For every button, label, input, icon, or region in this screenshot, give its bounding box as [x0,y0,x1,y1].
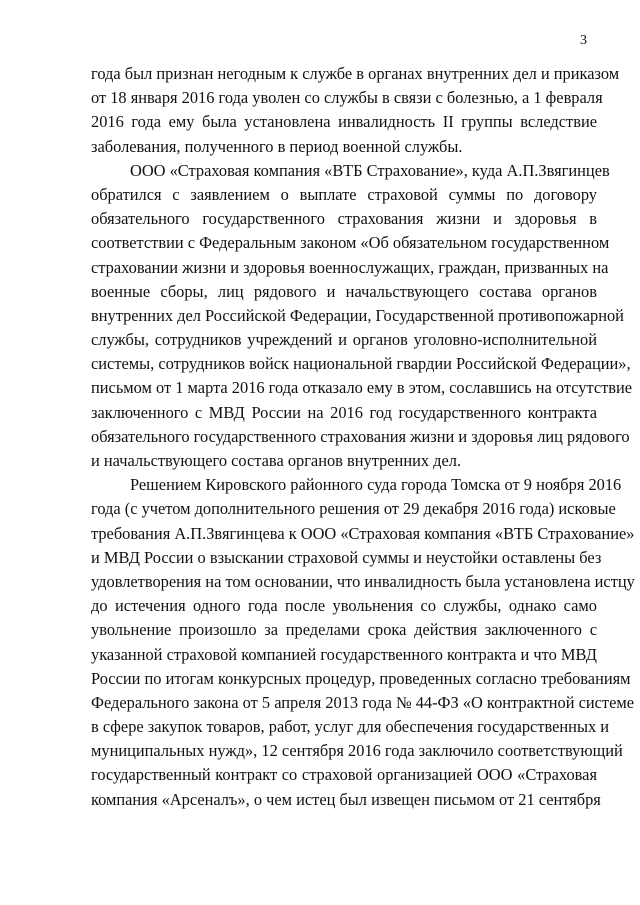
document-body [91,62,635,812]
paragraph-2 [91,159,633,473]
text-line: и начальствующего состава органов внутренних дел. [91,451,462,470]
text-line: военные сборы, лиц рядового и начальствующего состава органов [91,281,597,301]
text-line: обязательного государственного страхования жизни и здоровья в [91,209,597,229]
text-line: указанной страховой компанией государственного контракта и что МВД [91,644,597,664]
text-line: России по итогам конкурсных процедур, проведенных согласно требованиям [91,668,631,688]
text-line: удовлетворения на том основании, что инвалидность была установлена истцу [91,571,635,591]
text-line: года был признан негодным к службе в органах внутренних дел и приказом [91,64,620,83]
text-line: до истечения одного года после увольнения со службы, однако само [91,596,597,616]
text-line: от 18 января 2016 года уволен со службы в связи с болезнью, а 1 февраля [91,88,603,108]
paragraph-3 [91,473,635,812]
text-line: письмом от 1 марта 2016 года отказало ему в этом, сославшись на отсутствие [91,378,633,398]
text-line: службы, сотрудников учреждений и органов уголовно-исполнительной [91,330,597,350]
paragraph-1 [91,62,620,159]
text-line: в сфере закупок товаров, работ, услуг для обеспечения государственных и [91,717,610,737]
text-line: системы, сотрудников войск национальной гвардии Российской Федерации», [91,354,631,374]
text-line: Федерального закона от 5 апреля 2013 года № 44-ФЗ «О контрактной системе [91,692,635,712]
page-number: 3 [580,33,587,48]
text-line: компания «Арсеналъ», о чем истец был извещен письмом от 21 сентября [91,789,601,809]
text-line: увольнение произошло за пределами срока действия заключенного с [91,620,597,640]
text-line: года (с учетом дополнительного решения от 29 декабря 2016 года) исковые [91,499,616,519]
text-line: 2016 года ему была установлена инвалидность II группы вследствие [91,112,597,132]
text-line: ООО «Страховая компания «ВТБ Страхование», куда А.П.Звягинцев [130,160,610,180]
text-line: страховании жизни и здоровья военнослужащих, граждан, призванных на [91,257,609,277]
text-line: обратился с заявлением о выплате страховой суммы по договору [91,184,597,204]
text-line: государственный контракт со страховой организацией ООО «Страховая [91,765,597,785]
text-line: внутренних дел Российской Федерации, Государственной противопожарной [91,305,624,325]
text-line: соответствии с Федеральным законом «Об обязательном государственном [91,233,610,253]
text-line: заболевания, полученного в период военной службы. [91,136,463,156]
text-line: муниципальных нужд», 12 сентября 2016 года заключило соответствующий [91,741,623,761]
text-line: обязательного государственного страхования жизни и здоровья лиц рядового [91,426,630,446]
text-line: заключенного с МВД России на 2016 год государственного контракта [91,402,597,422]
text-line: и МВД России о взыскании страховой суммы и неустойки оставлены без [91,547,602,567]
text-line: требования А.П.Звягинцева к ООО «Страховая компания «ВТБ Страхование» [91,523,635,543]
text-line: Решением Кировского районного суда города Томска от 9 ноября 2016 [130,475,622,495]
